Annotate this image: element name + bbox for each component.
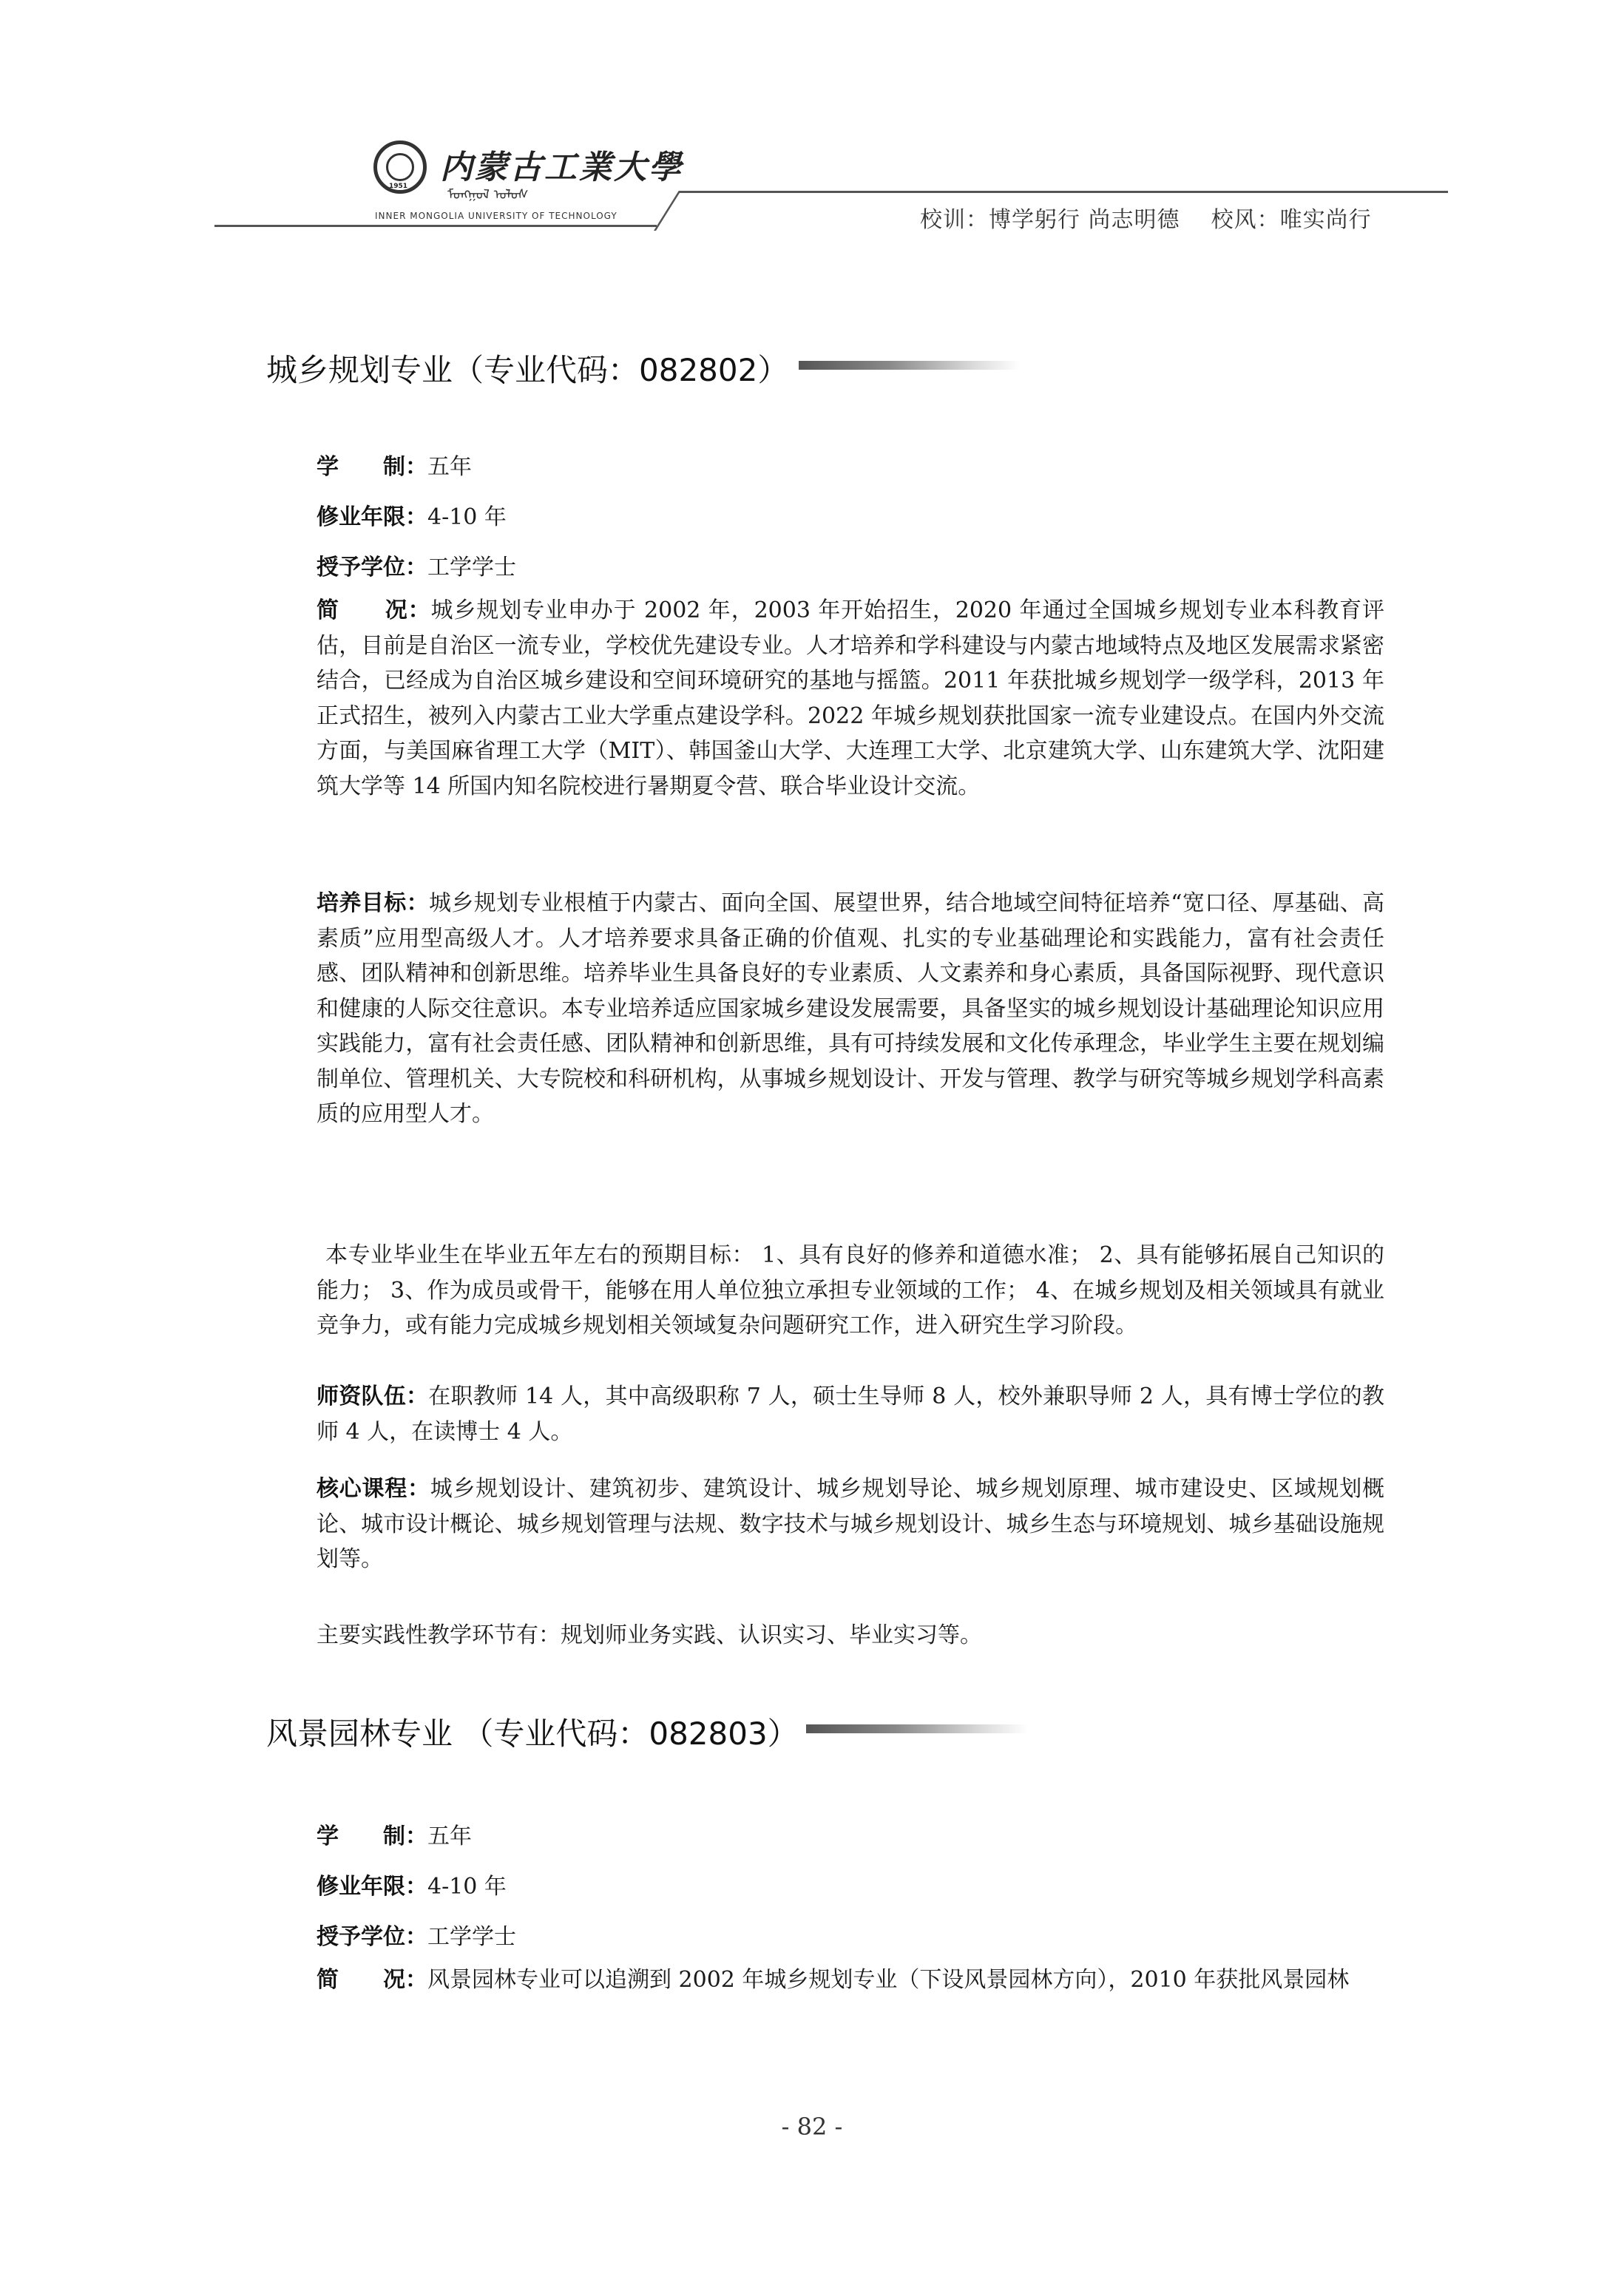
field-label: 修业年限： [317, 1874, 427, 1900]
title-decor-bar [806, 1724, 1028, 1733]
logo-chinese-name: 内蒙古工業大學 [440, 149, 683, 186]
field-label: 修业年限： [317, 504, 427, 530]
logo-mongolian-name: ᠮᠣᠩᠭᠣᠯ ᠤᠯᠤᠰ [447, 187, 529, 203]
title-decor-bar [799, 361, 1021, 370]
field-label: 核心课程： [317, 1476, 430, 1502]
field-xuezhi [317, 1818, 472, 1850]
logo-english-name: INNER MONGOLIA UNIVERSITY OF TECHNOLOGY [375, 211, 618, 221]
paragraph-text: 主要实践性教学环节有：规划师业务实践、认识实习、毕业实习等。 [317, 1622, 982, 1648]
emblem-year: 1951 [389, 183, 408, 190]
paragraph-text: 本专业毕业生在毕业五年左右的预期目标： 1、具有良好的修养和道德水准； 2、具有能够拓展自己知识的能力； 3、作为成员或骨干，能够在用人单位独立承担专业领域的工作； 4、在城乡规划及相关领域具有就业竞争力，或有能力完成城乡规划相关领域复杂问题研究工作，进入研究生学习阶段。 [317, 1242, 1384, 1338]
paragraph-jiankuang [317, 593, 1384, 804]
paragraph-shizi [317, 1379, 1384, 1449]
section-title-landscape: 风景园林专业 （专业代码：082803） [266, 1716, 799, 1752]
field-label: 授予学位： [317, 555, 427, 580]
field-value: 工学学士 [427, 555, 516, 580]
field-nianxian [317, 1868, 507, 1900]
field-label: 学 制： [317, 454, 427, 480]
paragraph-jiankuang [317, 1963, 1384, 1998]
paragraph-shijian [317, 1618, 1384, 1653]
field-label: 师资队伍： [317, 1384, 429, 1409]
field-value: 4-10 年 [427, 1874, 507, 1900]
section-title-urban-planning: 城乡规划专业（专业代码：082802） [266, 352, 789, 388]
paragraph-peiyang-mubiao [317, 886, 1384, 1132]
paragraph-text: 城乡规划专业根植于内蒙古、面向全国、展望世界，结合地域空间特征培养“宽口径、厚基础、高素质”应用型高级人才。人才培养要求具备正确的价值观、扎实的专业基础理论和实践能力，富有社会责任感、团队精神和创新思维。培养毕业生具备良好的专业素质、人文素养和身心素质，具备国际视野、现代意识和健康的人际交往意识。本专业培养适应国家城乡建设发展需要，具备坚实的城乡规划设计基础理论知识应用实践能力，富有社会责任感、团队精神和创新思维，具有可持续发展和文化传承理念，毕业学生主要在规划编制单位、管理机关、大专院校和科研机构，从事城乡规划设计、开发与管理、教学与研究等城乡规划学科高素质的应用型人才。 [317, 890, 1385, 1127]
paragraph-text: 风景园林专业可以追溯到 2002 年城乡规划专业（下设风景园林方向），2010 年获批风景园林 [427, 1967, 1350, 1993]
field-value: 工学学士 [427, 1924, 516, 1950]
paragraph-text: 城乡规划专业申办于 2002 年，2003 年开始招生，2020 年通过全国城乡规划专业本科教育评估，目前是自治区一流专业，学校优先建设专业。人才培养和学科建设与内蒙古地域特点及地区发展需求紧密结合，已经成为自治区城乡建设和空间环境研究的基地与摇篮。2011 年获批城乡规划学一级学科，2013 年正式招生，被列入内蒙古工业大学重点建设学科。2022 年城乡规划获批国家一流专业建设点。在国内外交流方面，与美国麻省理工大学（MIT）、韩国釜山大学、大连理工大学、北京建筑大学、山东建筑大学、沈阳建筑大学等 14 所国内知名院校进行暑期夏令营、联合毕业设计交流。 [317, 597, 1385, 799]
paragraph-text: 城乡规划设计、建筑初步、建筑设计、城乡规划导论、城乡规划原理、城市建设史、区域规划概论、城市设计概论、城乡规划管理与法规、数字技术与城乡规划设计、城乡生态与环境规划、城乡基础设施规划等。 [317, 1476, 1385, 1572]
field-xuewei [317, 549, 516, 581]
emblem-inner-ring [386, 153, 414, 181]
field-label: 学 制： [317, 1823, 427, 1849]
header-rule-right [679, 191, 1448, 193]
header-rule-slant [654, 191, 681, 231]
field-label: 授予学位： [317, 1924, 427, 1950]
paragraph-kecheng [317, 1472, 1384, 1577]
paragraph-text: 在职教师 14 人，其中高级职称 7 人，硕士生导师 8 人，校外兼职导师 2 人，具有博士学位的教师 4 人，在读博士 4 人。 [317, 1384, 1385, 1445]
field-label: 培养目标： [317, 890, 429, 916]
school-motto: 校训：博学躬行 尚志明德 校风：唯实尚行 [920, 207, 1372, 233]
field-label: 简 况： [317, 1967, 427, 1993]
university-emblem-icon [373, 140, 427, 194]
field-value: 五年 [427, 1823, 472, 1849]
field-label: 简 况： [317, 597, 431, 623]
field-nianxian [317, 498, 507, 531]
page-header [0, 0, 1624, 244]
page-number: - 82 - [781, 2113, 843, 2141]
field-value: 五年 [427, 454, 472, 480]
university-logo [373, 140, 683, 229]
paragraph-yuqi-mubiao [317, 1238, 1384, 1344]
header-rule-left [214, 225, 657, 227]
field-xuezhi [317, 448, 472, 481]
field-xuewei [317, 1918, 516, 1951]
field-value: 4-10 年 [427, 504, 507, 530]
